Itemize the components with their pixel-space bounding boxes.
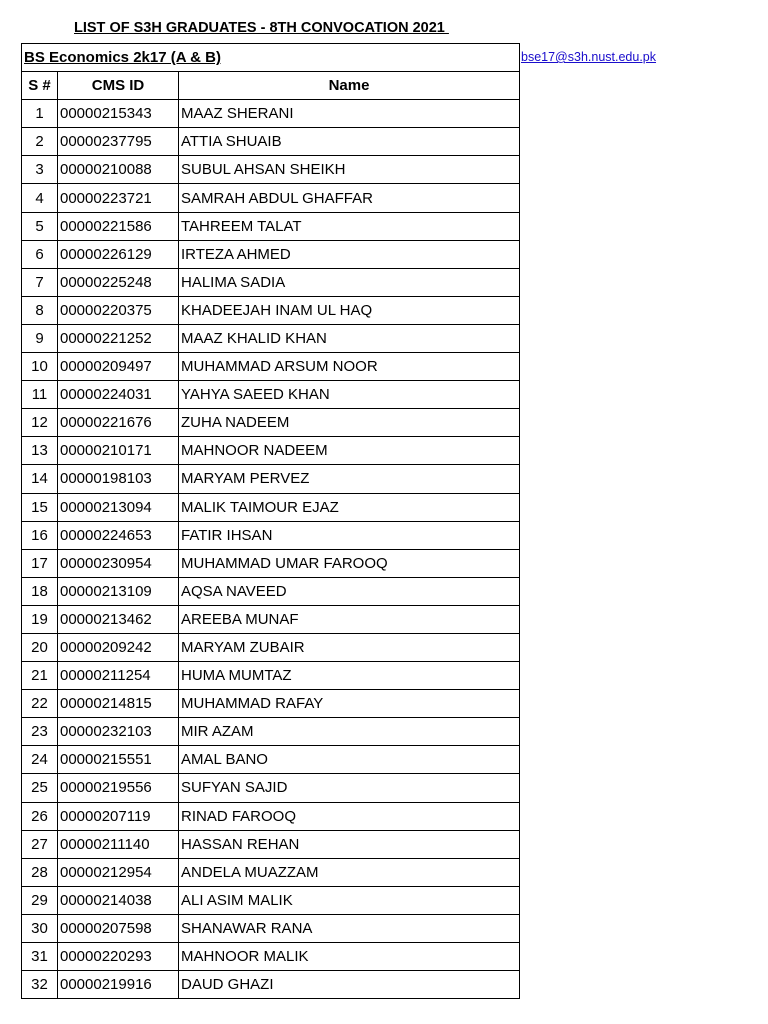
row-cms-id: 00000225248 <box>58 268 179 296</box>
row-cms-id: 00000213109 <box>58 577 179 605</box>
row-serial-number: 11 <box>22 381 58 409</box>
row-serial-number: 6 <box>22 240 58 268</box>
row-serial-number: 18 <box>22 577 58 605</box>
row-serial-number: 10 <box>22 353 58 381</box>
table-row <box>22 465 520 493</box>
row-cms-id: 00000211140 <box>58 830 179 858</box>
row-cms-id: 00000212954 <box>58 858 179 886</box>
row-cms-id: 00000215551 <box>58 746 179 774</box>
row-name: ATTIA SHUAIB <box>179 128 520 156</box>
row-cms-id: 00000209497 <box>58 353 179 381</box>
row-name: AMAL BANO <box>179 746 520 774</box>
header-row <box>22 72 520 100</box>
row-cms-id: 00000213094 <box>58 493 179 521</box>
row-cms-id: 00000220293 <box>58 943 179 971</box>
row-name: ANDELA MUAZZAM <box>179 858 520 886</box>
row-serial-number: 30 <box>22 914 58 942</box>
row-name: ZUHA NADEEM <box>179 409 520 437</box>
row-cms-id: 00000209242 <box>58 633 179 661</box>
row-name: MARYAM ZUBAIR <box>179 633 520 661</box>
table-row <box>22 577 520 605</box>
row-name: MAAZ KHALID KHAN <box>179 324 520 352</box>
row-serial-number: 17 <box>22 549 58 577</box>
document-title: LIST OF S3H GRADUATES - 8TH CONVOCATION 2021 <box>74 20 449 36</box>
row-cms-id: 00000207598 <box>58 914 179 942</box>
table-row <box>22 437 520 465</box>
section-row <box>22 44 520 72</box>
row-serial-number: 2 <box>22 128 58 156</box>
table-row <box>22 774 520 802</box>
row-serial-number: 9 <box>22 324 58 352</box>
row-cms-id: 00000230954 <box>58 549 179 577</box>
row-serial-number: 15 <box>22 493 58 521</box>
row-serial-number: 22 <box>22 690 58 718</box>
row-name: SAMRAH ABDUL GHAFFAR <box>179 184 520 212</box>
row-name: TAHREEM TALAT <box>179 212 520 240</box>
table-row <box>22 886 520 914</box>
row-cms-id: 00000224653 <box>58 521 179 549</box>
row-cms-id: 00000214038 <box>58 886 179 914</box>
row-name: HALIMA SADIA <box>179 268 520 296</box>
section-label: BS Economics 2k17 (A & B) <box>22 44 520 72</box>
table-row <box>22 184 520 212</box>
row-name: RINAD FAROOQ <box>179 802 520 830</box>
row-name: MIR AZAM <box>179 718 520 746</box>
row-name: DAUD GHAZI <box>179 971 520 999</box>
row-cms-id: 00000220375 <box>58 296 179 324</box>
table-row <box>22 802 520 830</box>
table-row <box>22 353 520 381</box>
row-name: MUHAMMAD RAFAY <box>179 690 520 718</box>
table-row <box>22 212 520 240</box>
row-serial-number: 27 <box>22 830 58 858</box>
row-cms-id: 00000221676 <box>58 409 179 437</box>
row-serial-number: 29 <box>22 886 58 914</box>
table-row <box>22 690 520 718</box>
row-serial-number: 16 <box>22 521 58 549</box>
table-row <box>22 409 520 437</box>
row-name: MARYAM PERVEZ <box>179 465 520 493</box>
row-name: FATIR IHSAN <box>179 521 520 549</box>
row-cms-id: 00000224031 <box>58 381 179 409</box>
row-serial-number: 5 <box>22 212 58 240</box>
table-row <box>22 830 520 858</box>
row-cms-id: 00000210088 <box>58 156 179 184</box>
row-serial-number: 23 <box>22 718 58 746</box>
table-row <box>22 381 520 409</box>
row-serial-number: 32 <box>22 971 58 999</box>
row-cms-id: 00000219916 <box>58 971 179 999</box>
table-row <box>22 521 520 549</box>
table-row <box>22 128 520 156</box>
table-row <box>22 662 520 690</box>
row-serial-number: 14 <box>22 465 58 493</box>
row-cms-id: 00000210171 <box>58 437 179 465</box>
row-cms-id: 00000237795 <box>58 128 179 156</box>
email-link[interactable]: bse17@s3h.nust.edu.pk <box>521 50 657 64</box>
row-cms-id: 00000215343 <box>58 100 179 128</box>
table-row <box>22 746 520 774</box>
row-cms-id: 00000226129 <box>58 240 179 268</box>
row-serial-number: 19 <box>22 605 58 633</box>
header-sn: S # <box>22 72 58 100</box>
row-serial-number: 7 <box>22 268 58 296</box>
row-serial-number: 31 <box>22 943 58 971</box>
row-serial-number: 12 <box>22 409 58 437</box>
row-cms-id: 00000214815 <box>58 690 179 718</box>
table-row <box>22 914 520 942</box>
table-row <box>22 718 520 746</box>
table-row <box>22 324 520 352</box>
row-cms-id: 00000232103 <box>58 718 179 746</box>
row-name: MAHNOOR NADEEM <box>179 437 520 465</box>
row-name: MAHNOOR MALIK <box>179 943 520 971</box>
row-serial-number: 13 <box>22 437 58 465</box>
table-row <box>22 493 520 521</box>
row-serial-number: 3 <box>22 156 58 184</box>
row-name: SUFYAN SAJID <box>179 774 520 802</box>
row-cms-id: 00000213462 <box>58 605 179 633</box>
row-cms-id: 00000223721 <box>58 184 179 212</box>
row-name: IRTEZA AHMED <box>179 240 520 268</box>
row-name: HUMA MUMTAZ <box>179 662 520 690</box>
table-row <box>22 100 520 128</box>
row-name: HASSAN REHAN <box>179 830 520 858</box>
row-serial-number: 25 <box>22 774 58 802</box>
row-cms-id: 00000219556 <box>58 774 179 802</box>
row-serial-number: 21 <box>22 662 58 690</box>
row-serial-number: 28 <box>22 858 58 886</box>
row-serial-number: 4 <box>22 184 58 212</box>
row-name: ALI ASIM MALIK <box>179 886 520 914</box>
row-serial-number: 8 <box>22 296 58 324</box>
table-row <box>22 240 520 268</box>
table-row <box>22 971 520 999</box>
table-row <box>22 605 520 633</box>
table-body <box>22 100 520 999</box>
row-serial-number: 20 <box>22 633 58 661</box>
row-name: AREEBA MUNAF <box>179 605 520 633</box>
table-row <box>22 633 520 661</box>
table-row <box>22 156 520 184</box>
row-name: MUHAMMAD UMAR FAROOQ <box>179 549 520 577</box>
row-name: MALIK TAIMOUR EJAZ <box>179 493 520 521</box>
row-name: MAAZ SHERANI <box>179 100 520 128</box>
row-name: KHADEEJAH INAM UL HAQ <box>179 296 520 324</box>
table-row <box>22 268 520 296</box>
graduates-table <box>21 43 520 999</box>
row-cms-id: 00000198103 <box>58 465 179 493</box>
row-cms-id: 00000221252 <box>58 324 179 352</box>
row-serial-number: 1 <box>22 100 58 128</box>
row-name: SUBUL AHSAN SHEIKH <box>179 156 520 184</box>
row-name: AQSA NAVEED <box>179 577 520 605</box>
header-name: Name <box>179 72 520 100</box>
table-row <box>22 858 520 886</box>
row-name: MUHAMMAD ARSUM NOOR <box>179 353 520 381</box>
row-cms-id: 00000211254 <box>58 662 179 690</box>
row-serial-number: 26 <box>22 802 58 830</box>
table-row <box>22 549 520 577</box>
row-cms-id: 00000221586 <box>58 212 179 240</box>
table-row <box>22 943 520 971</box>
header-cms-id: CMS ID <box>58 72 179 100</box>
row-cms-id: 00000207119 <box>58 802 179 830</box>
row-serial-number: 24 <box>22 746 58 774</box>
table-row <box>22 296 520 324</box>
row-name: YAHYA SAEED KHAN <box>179 381 520 409</box>
row-name: SHANAWAR RANA <box>179 914 520 942</box>
